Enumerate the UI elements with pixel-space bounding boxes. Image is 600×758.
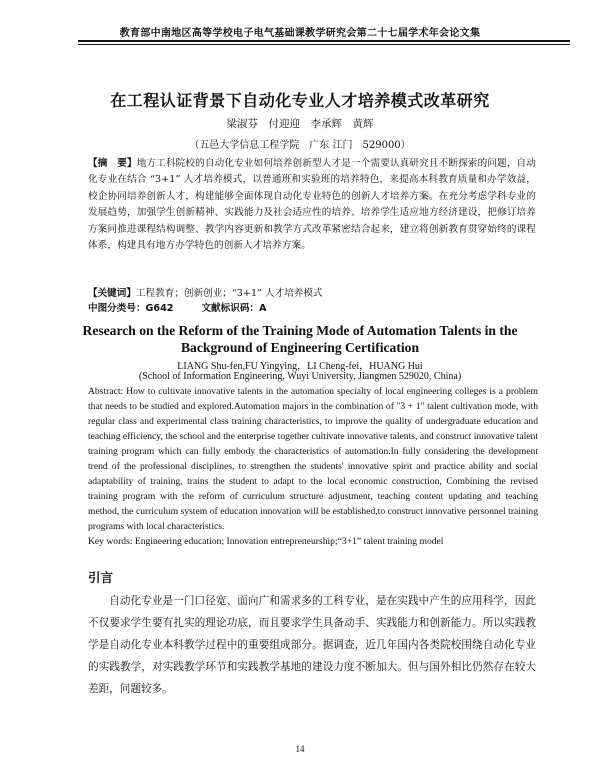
abstract-cn [88,156,536,254]
header-rule-thick [78,40,570,42]
page-number: 14 [295,744,305,754]
authors-cn: 梁淑芬 付迎迎 李承辉 黄辉 [226,118,374,130]
keywords-en: Key words: Engineering education; Innovation entrepreneurship;“3+1” talent training model [88,536,444,547]
abstract-en: Abstract: How to cultivate innovative talents in the automation specialty of local engineering colleges is a problem that needs to be studied and explored.Automation majors in the combination of "3 + 1" talent cultivation mode, with regular class and experimental class training characteristics, to improve the quality of undergraduate education and teaching efficiency, the school and the enterprise together cultivate innovative talents, and construct innovative talent training program which can fully embody the characteristics of automation.In fully considering the development trend of the professional disciplines, to strengthen the students' innovative spirit and practice ability and social adaptability of training, trains the student to adapt to the local economic construction, Combining the revised training program with the reform of curriculum structure adjustment, teaching content updating and teaching method, the curriculum system of education innovation will be established,to construct innovative personnel training programs with local characteristics. [88,386,538,532]
running-header: 教育部中南地区高等学校电子电气基础课教学研究会第二十七届学术年会论文集 [119,28,481,39]
affiliation-cn: （五邑大学信息工程学院 广东 江门 529000） [189,140,411,151]
class-number: 中图分类号：G642 [88,303,174,314]
authors-en: LIANG Shu-fen,FU Yingying，LI Cheng-fei，HUANG Hui [177,361,423,372]
section-heading-intro: 引言 [88,570,114,585]
header-rule-thin [78,44,570,45]
paper-title-cn: 在工程认证背景下自动化专业人才培养模式改革研究 [110,91,490,110]
abstract-cn-text: 地方工科院校的自动化专业如何培养创新型人才是一个需要认真研究且不断探索的问题，自动化专业在结合 “3+1” 人才培养模式，以普通班和实验班的培养特色，来提高本科教育质量和办学效益，校企协同培养创新人才，构建能够全面体现自动化专业特色的创新人才培养方案。在充分考虑学科专业的发展趋势，加强学生创新精神、实践能力及社会适应性的培养、培养学生适应地方经济建设，把修订培养方案同推进课程结构调整、教学内容更新和教学方式改革紧密结合起来，建立将创新教育贯穿始终的课程体系，构建具有地方办学特色的创新人才培养方案。 [88,158,536,252]
keywords-cn-label: 【关键词】 [88,288,136,299]
keywords-cn-text: 工程教育；创新创业；“3+1” 人才培养模式 [135,288,323,299]
paper-title-en: Research on the Reform of the Training Mode of Automation Talents in the Background of Engineering Certification [82,323,518,355]
keywords-cn [88,287,536,301]
document-code: 文献标识码：A [201,303,267,314]
intro-paragraph: 自动化专业是一门口径宽、面向广和需求多的工科专业，是在实践中产生的应用科学，因此不仅要求学生要有扎实的理论功底，而且要求学生具备动手、实践能力和创新能力。所以实践教学是自动化专业本科教学过程中的重要组成部分。据调查，近几年国内各类院校围绕自动化专业的实践教学，对实践教学环节和实践教学基地的建设力度不断加大。但与国外相比仍然存在较大差距，问题较多。 [88,595,536,695]
classification-line [88,302,536,316]
affiliation-en: (School of Information Engineering, Wuyi University, Jiangmen 529020, China) [138,371,462,382]
abstract-cn-label: 【摘 要】 [88,158,137,169]
